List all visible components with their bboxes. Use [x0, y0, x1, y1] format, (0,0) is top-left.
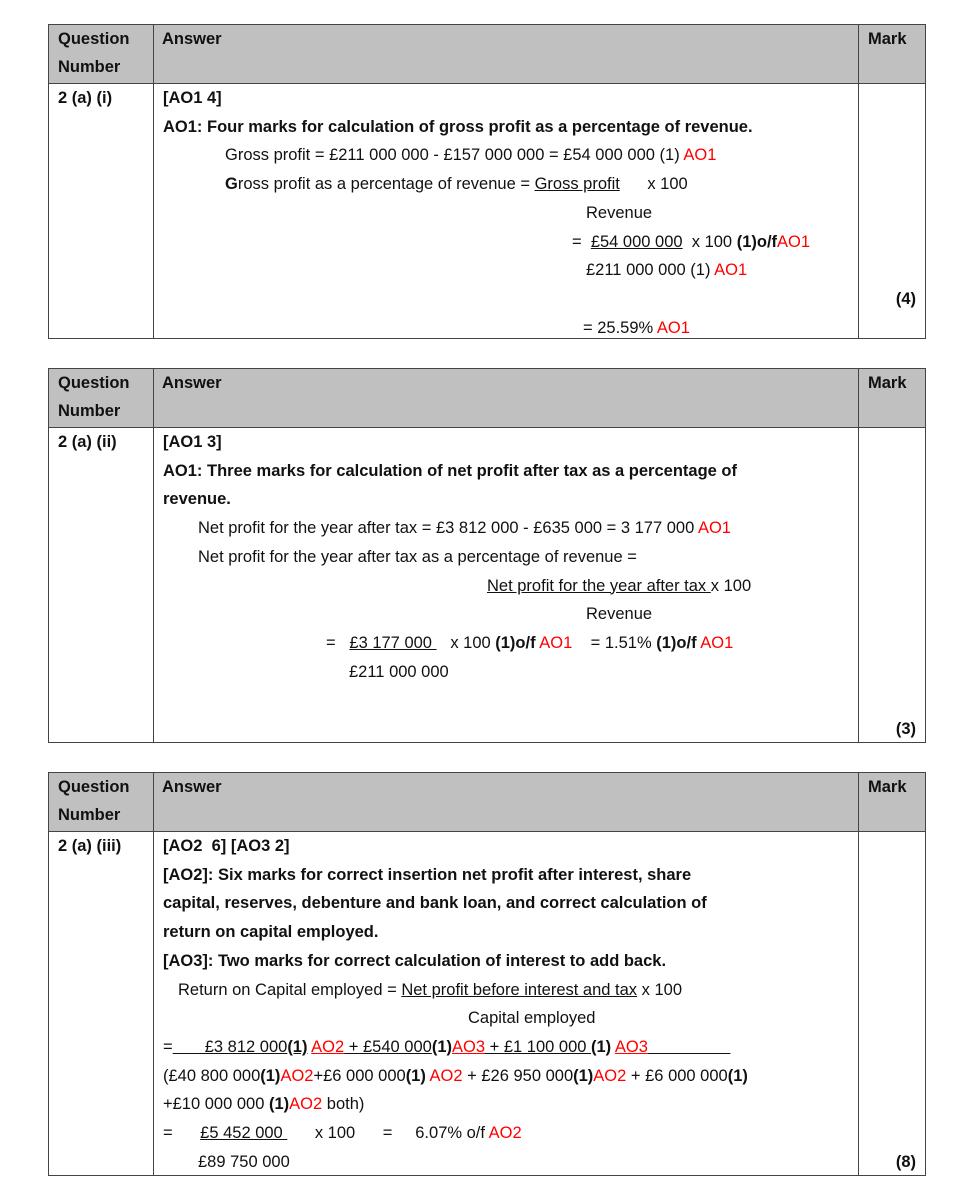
table-header-row	[49, 773, 925, 832]
question-number: 2 (a) (ii)	[58, 433, 117, 451]
question-number: 2 (a) (i)	[58, 89, 113, 107]
answer-text: x 100	[637, 980, 683, 999]
answer-line	[163, 1062, 748, 1090]
answer-line	[225, 170, 688, 198]
answer-text: (1)	[591, 1037, 612, 1056]
answer-text: Net profit before interest and tax	[401, 980, 638, 999]
answer-line	[163, 113, 753, 141]
answer-text: Return on Capital employed =	[178, 980, 402, 999]
answer-text: (1)	[727, 1066, 748, 1085]
answer-text: (1)	[405, 1066, 426, 1085]
answer-text: (1)	[431, 1037, 452, 1056]
answer-text: x 100	[682, 232, 737, 251]
answer-text: (1)	[287, 1037, 308, 1056]
answer-text: (1)	[260, 1066, 281, 1085]
answer-text: + £1 100 000	[485, 1037, 592, 1056]
header-mark: Mark	[868, 778, 907, 796]
answer-text: (1)o/f	[656, 633, 697, 652]
question-number: 2 (a) (iii)	[58, 837, 122, 855]
answer-text: G	[225, 175, 238, 194]
assessment-objective-label: AO3	[614, 1037, 648, 1056]
assessment-objective-label: AO1	[777, 232, 811, 251]
mark-value: (8)	[895, 1152, 916, 1171]
answer-line	[178, 976, 682, 1004]
header-answer: Answer	[162, 778, 222, 796]
answer-line	[163, 1090, 364, 1118]
answer-text: Net profit for the year after tax	[487, 576, 711, 595]
answer-text: Revenue	[586, 203, 653, 222]
assessment-objective-label: AO1	[683, 146, 717, 165]
answer-line	[163, 861, 691, 889]
answer-text: AO1: Three marks for calculation of net profit after tax as a percentage of	[163, 461, 737, 480]
answer-line	[225, 141, 716, 169]
answer-text: +£6 000 000	[313, 1066, 406, 1085]
answer-line	[586, 256, 747, 284]
table-header-row	[49, 25, 925, 84]
answer-text: return on capital employed.	[163, 923, 379, 942]
header-answer: Answer	[162, 30, 222, 48]
answer-line	[198, 543, 637, 571]
answer-text: capital, reserves, debenture and bank loan, and correct calculation of	[163, 894, 707, 913]
answer-text: = 1.51%	[572, 633, 657, 652]
answer-line	[583, 314, 690, 342]
assessment-objective-label: AO1	[535, 633, 573, 652]
answer-text: x 100 = 6.07% o/f	[287, 1124, 489, 1142]
answer-text: (1)	[268, 1095, 290, 1114]
answer-text: [AO3]: Two marks for correct calculation of interest to add back.	[163, 951, 667, 970]
answer-text: (£40 800 000	[163, 1066, 261, 1085]
answer-text: + £540 000	[344, 1037, 432, 1056]
assessment-objective-label: AO1	[656, 318, 690, 337]
answer-line	[586, 600, 652, 628]
header-question: Question	[58, 374, 130, 392]
answer-text: Net profit for the year after tax as a percentage of revenue =	[198, 547, 637, 566]
mark-value: (3)	[895, 720, 916, 738]
answer-text: £5 452 000	[200, 1124, 288, 1142]
answer-text: £211 000 000	[349, 662, 449, 681]
header-question: Question	[58, 30, 130, 48]
column-divider	[858, 369, 859, 742]
answer-line	[349, 658, 449, 686]
answer-line	[163, 1119, 522, 1147]
assessment-objective-label: AO2	[425, 1066, 463, 1085]
header-number: Number	[58, 58, 121, 76]
answer-text: = 25.59%	[583, 318, 657, 337]
answer-text: AO1: Four marks for calculation of gross profit as a percentage of revenue.	[163, 117, 753, 136]
mark-scheme-table	[48, 772, 926, 1176]
answer-text: [AO1 4]	[163, 89, 222, 107]
answer-text: both)	[322, 1095, 365, 1114]
answer-text: [AO2 6] [AO3 2]	[163, 837, 290, 855]
answer-text: Gross profit	[534, 175, 620, 194]
header-mark: Mark	[868, 30, 907, 48]
answer-text: =	[326, 633, 350, 652]
answer-line	[163, 485, 231, 513]
answer-text: £211 000 000 (1)	[586, 261, 715, 280]
answer-text: ross profit as a percentage of revenue =	[237, 175, 535, 194]
answer-text: =	[163, 1037, 173, 1056]
header-answer: Answer	[162, 374, 222, 392]
answer-line	[163, 1033, 730, 1061]
answer-line	[163, 947, 666, 975]
answer-text: Revenue	[586, 605, 653, 624]
answer-text: x 100	[436, 633, 496, 652]
answer-line	[163, 889, 707, 917]
column-divider	[153, 25, 154, 338]
assessment-objective-label: AO2	[311, 1037, 345, 1056]
answer-line	[163, 457, 737, 485]
answer-text: £89 750 000	[198, 1152, 290, 1171]
answer-text: £3 177 000	[349, 633, 437, 652]
answer-text: Gross profit = £211 000 000 - £157 000 000 = £54 000 000 (1)	[225, 146, 684, 165]
answer-text: Net profit for the year after tax = £3 812 000 - £635 000 = 3 177 000	[198, 519, 698, 538]
answer-text: (1)o/f	[495, 633, 536, 652]
column-divider	[858, 773, 859, 1175]
assessment-objective-label: AO2	[488, 1124, 522, 1142]
answer-text: (1)	[573, 1066, 594, 1085]
assessment-objective-label: AO2	[289, 1095, 323, 1114]
header-number: Number	[58, 402, 121, 420]
answer-line	[487, 572, 751, 600]
answer-line	[198, 514, 731, 542]
assessment-objective-label: AO1	[696, 633, 734, 652]
answer-line	[163, 918, 378, 946]
answer-line	[572, 228, 810, 256]
assessment-objective-label: AO1	[697, 519, 731, 538]
assessment-objective-label: AO1	[714, 261, 748, 280]
answer-text: + £26 950 000	[462, 1066, 574, 1085]
table-header-row	[49, 369, 925, 428]
answer-text: +£10 000 000	[163, 1095, 269, 1114]
answer-text	[648, 1038, 731, 1056]
answer-line	[326, 629, 733, 657]
column-divider	[858, 25, 859, 338]
answer-text: =	[572, 232, 591, 251]
answer-line	[163, 832, 290, 860]
answer-text: + £6 000 000	[626, 1066, 728, 1085]
answer-text: [AO1 3]	[163, 433, 222, 451]
answer-line	[586, 199, 652, 227]
answer-text: £54 000 000	[590, 232, 683, 251]
answer-line	[198, 1148, 290, 1176]
answer-text: x 100	[619, 175, 688, 194]
assessment-objective-label: AO2	[593, 1066, 627, 1085]
answer-text: [AO2]: Six marks for correct insertion net profit after interest, share	[163, 865, 692, 884]
mark-scheme-table	[48, 24, 926, 339]
mark-value: (4)	[895, 289, 916, 308]
header-question: Question	[58, 778, 130, 796]
assessment-objective-label: AO3	[452, 1037, 486, 1056]
mark-scheme-table	[48, 368, 926, 743]
column-divider	[153, 369, 154, 742]
header-number: Number	[58, 806, 121, 824]
answer-line	[163, 428, 222, 456]
answer-text: £3 812 000	[172, 1037, 288, 1056]
answer-line	[163, 84, 222, 112]
answer-line	[468, 1004, 596, 1032]
answer-text: (1)o/f	[736, 232, 778, 251]
column-divider	[153, 773, 154, 1175]
header-mark: Mark	[868, 374, 907, 392]
answer-text: revenue.	[163, 490, 231, 509]
answer-text: Capital employed	[468, 1009, 596, 1028]
answer-text: x 100	[710, 576, 752, 595]
assessment-objective-label: AO2	[280, 1066, 314, 1085]
answer-text: =	[163, 1124, 201, 1142]
